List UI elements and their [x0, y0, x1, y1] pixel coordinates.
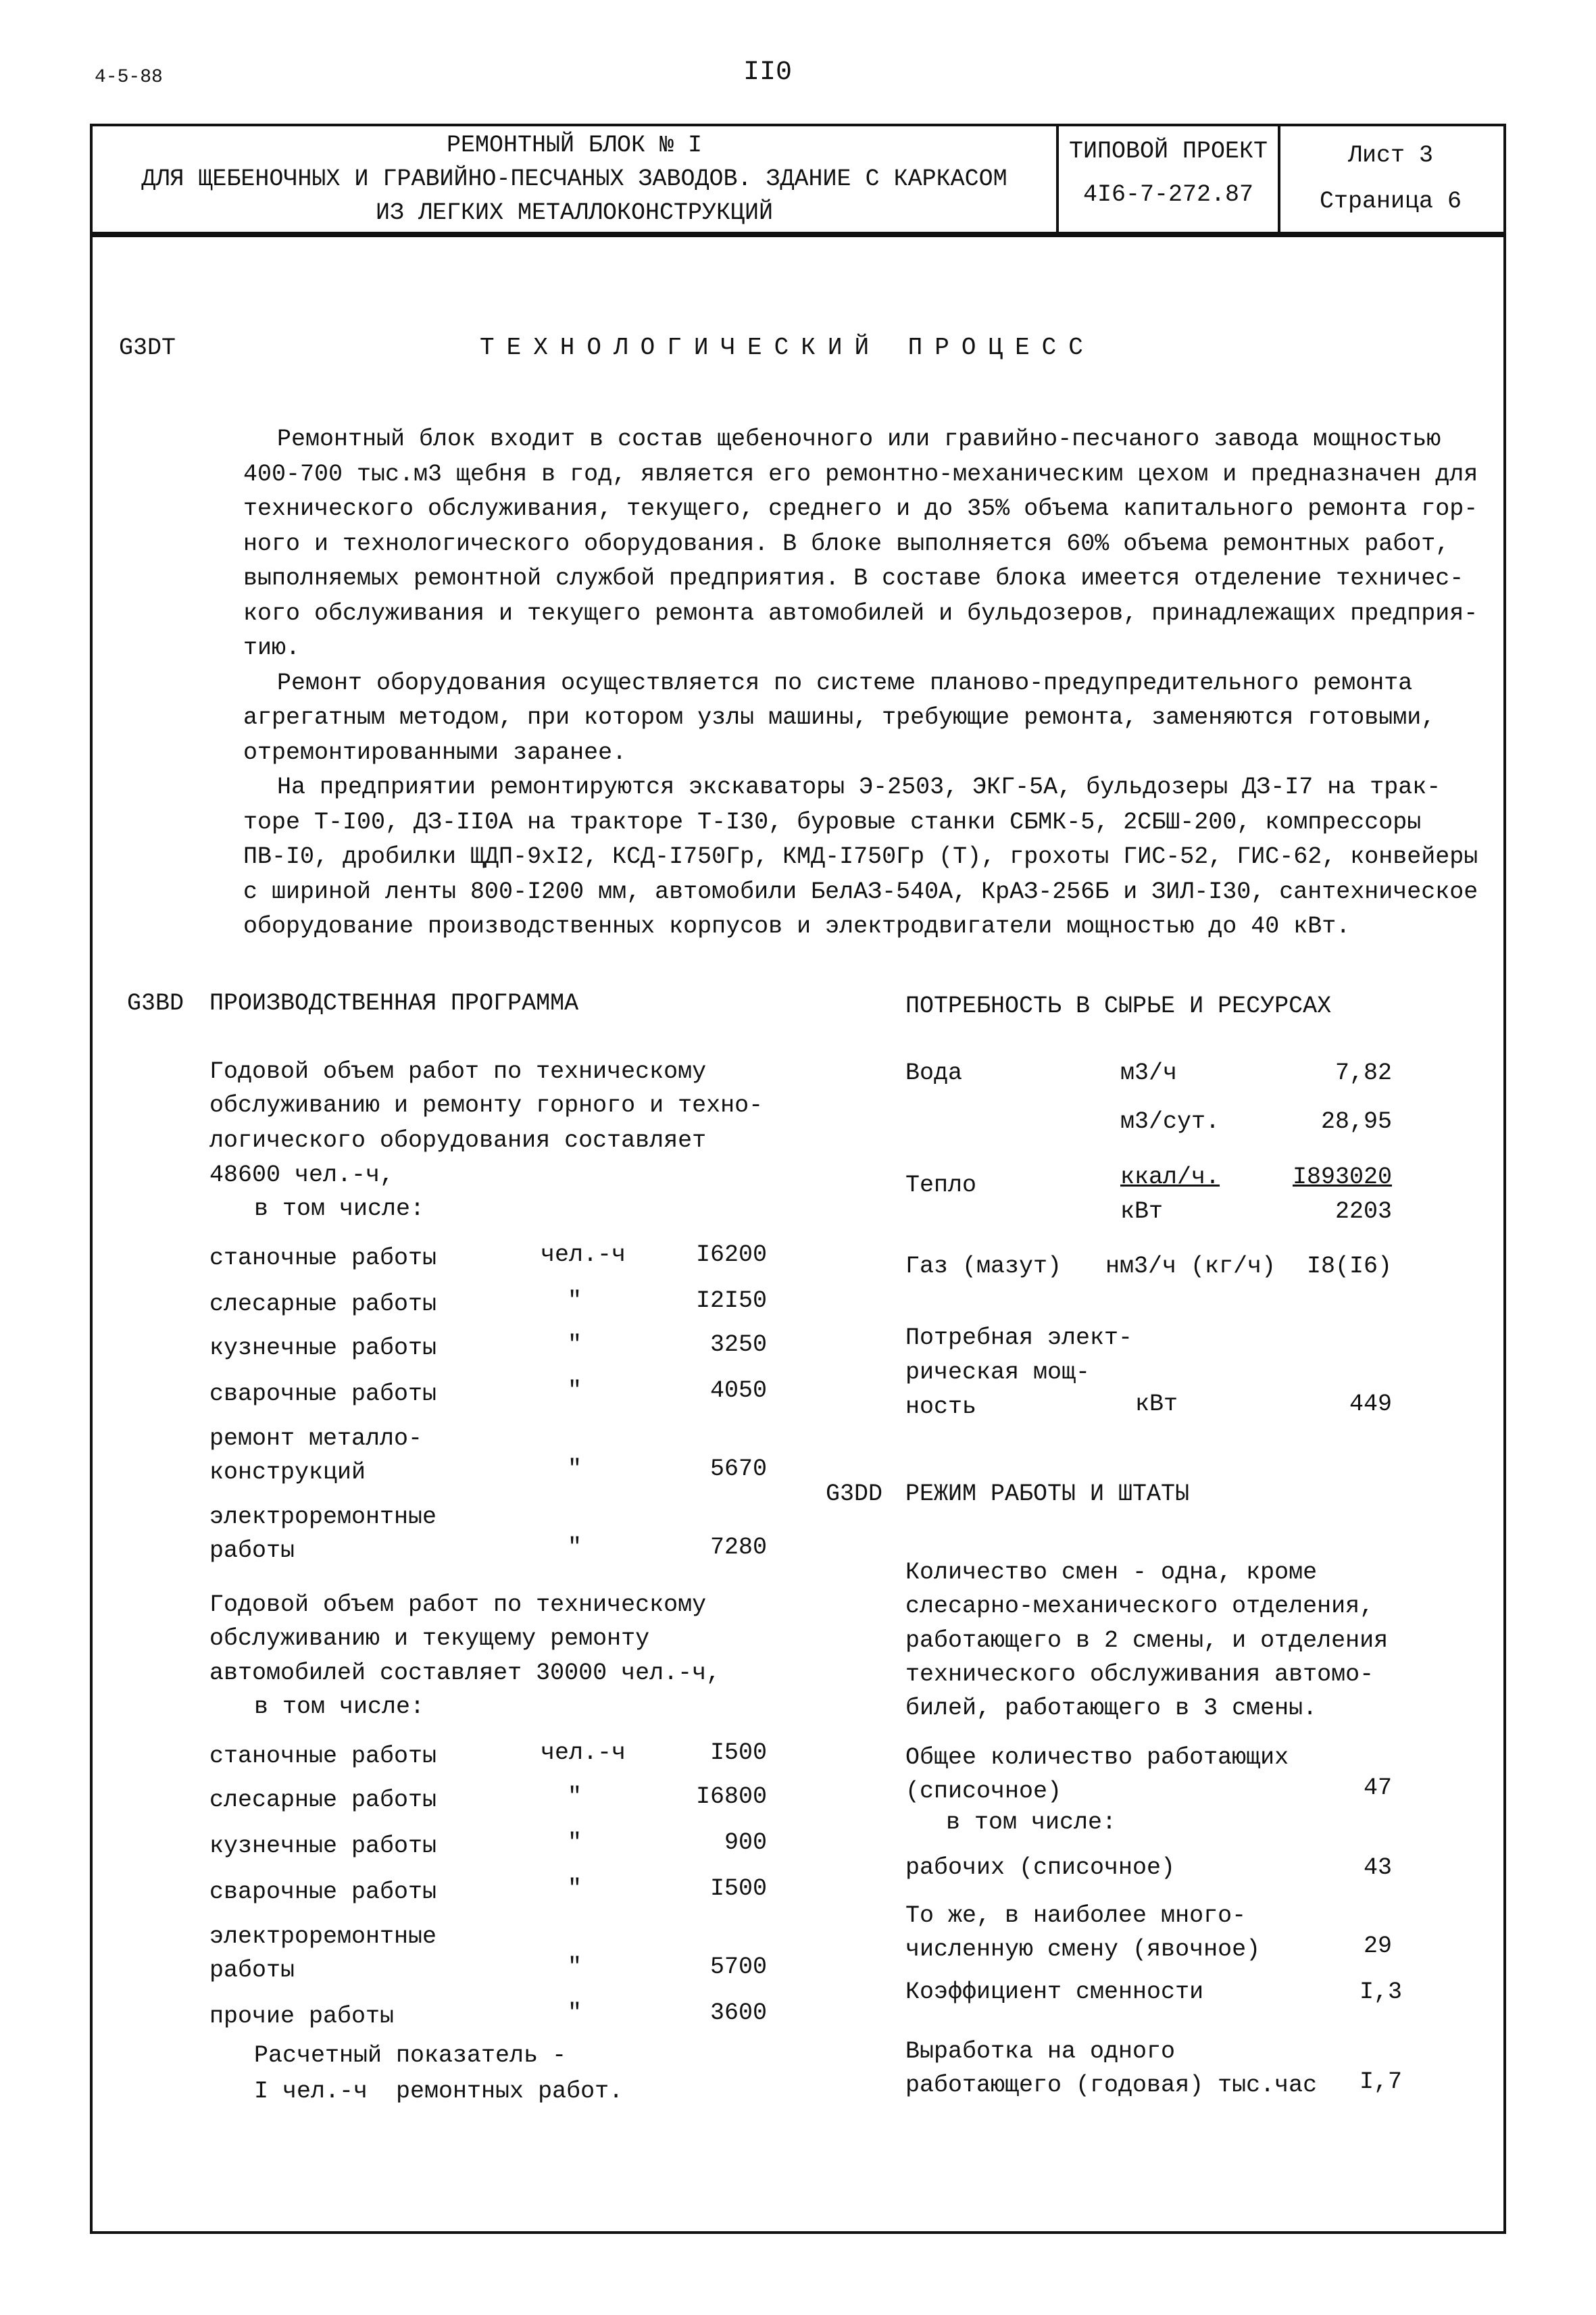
work-value: 3600	[709, 1999, 767, 2026]
water-value: 7,82	[1335, 1060, 1392, 1087]
document-code: 4-5-88	[95, 67, 163, 88]
work-label: электроремонтные работы	[209, 1503, 437, 1564]
work-unit: чел.-ч	[541, 1739, 626, 1766]
work-unit: чел.-ч	[541, 1241, 626, 1268]
text-line: тию.	[243, 634, 301, 662]
sheet-info	[1280, 132, 1501, 224]
work-value: 4050	[709, 1377, 767, 1404]
text-line: обслуживанию и текущему ремонту	[209, 1625, 650, 1652]
water-value: 28,95	[1320, 1108, 1392, 1135]
text-line: Ремонт оборудования осуществляется по системе планово-предупредительного ремонта	[277, 669, 1413, 697]
work-label: сварочные работы	[209, 1878, 437, 1906]
work-label: станочные работы	[209, 1743, 437, 1770]
section-code: G3DD	[826, 1480, 883, 1508]
page-label: Страница 6	[1319, 188, 1462, 215]
title-line: ИЗ ЛЕГКИХ МЕТАЛЛОКОНСТРУКЦИЙ	[375, 199, 774, 226]
text-line: 48600 чел.-ч,	[209, 1162, 395, 1189]
text-line: работающего в 2 смены, и отделения	[905, 1626, 1389, 1654]
max-shift-value: 29	[1363, 1933, 1392, 1960]
work-value: 900	[724, 1829, 767, 1856]
work-value: I6800	[695, 1783, 767, 1810]
text-line: в том числе:	[254, 1693, 425, 1720]
output-label: Выработка на одного работающего (годовая) тыс.час	[905, 2038, 1318, 2099]
incl-label: в том числе:	[946, 1809, 1117, 1836]
work-label: станочные работы	[209, 1245, 437, 1272]
work-unit: "	[568, 1999, 582, 2026]
gas-unit: нм3/ч (кг/ч)	[1105, 1253, 1276, 1280]
text-line: ного и технологического оборудования. В блоке выполняется 60% объема ремонтных работ,	[243, 530, 1450, 557]
sheet-number: Лист 3	[1347, 142, 1434, 169]
work-value: I500	[709, 1739, 767, 1766]
heat-label: Тепло	[905, 1172, 977, 1199]
work-label: слесарные работы	[209, 1291, 437, 1318]
coef-value: I,3	[1359, 1978, 1402, 2006]
text-line: обслуживанию и ремонту горного и техно-	[209, 1092, 764, 1119]
total-label: Общее количество работающих (списочное)	[905, 1744, 1289, 1805]
text-line: билей, работающего в 3 смены.	[905, 1695, 1318, 1722]
work-unit: "	[568, 1953, 582, 1981]
work-label: прочие работы	[209, 2003, 395, 2030]
text-line: в том числе:	[254, 1195, 425, 1222]
heat-unit: кВт	[1120, 1198, 1164, 1225]
section-title: ТЕХНОЛОГИЧЕСКИЙ ПРОЦЕСС	[480, 334, 1095, 362]
page-number: II0	[743, 57, 793, 88]
water-unit: м3/сут.	[1120, 1108, 1220, 1135]
output-value: I,7	[1359, 2068, 1402, 2095]
workers-value: 43	[1363, 1854, 1392, 1881]
text-line: логического оборудования составляет	[209, 1127, 707, 1154]
note-line: I чел.-ч ремонтных работ.	[254, 2078, 624, 2105]
work-value: 5700	[709, 1953, 767, 1981]
gas-value: I8(I6)	[1306, 1253, 1392, 1280]
text-line: оборудование производственных корпусов и электродвигатели мощностью до 40 кВт.	[243, 913, 1351, 940]
text-line: с шириной ленты 800-I200 мм, автомобили БелАЗ-540А, КрАЗ-256Б и ЗИЛ-I30, сантехническое	[243, 878, 1478, 905]
text-line: ПВ-I0, дробилки ЩДП-9хI2, КСД-I750Гр, КМД-I750Гр (Т), грохоты ГИС-52, ГИС-62, конвейеры	[243, 843, 1478, 870]
text-line: Годовой объем работ по техническому	[209, 1591, 707, 1618]
section-title: ПОТРЕБНОСТЬ В СЫРЬЕ И РЕСУРСАХ	[905, 993, 1332, 1020]
text-line: слесарно-механического отделения,	[905, 1593, 1374, 1620]
work-unit: "	[568, 1534, 582, 1561]
work-label: кузнечные работы	[209, 1335, 437, 1362]
text-line: 400-700 тыс.м3 щебня в год, является его ремонтно-механическим цехом и предназначен для	[243, 460, 1478, 488]
power-value: 449	[1349, 1391, 1392, 1418]
work-unit: "	[568, 1455, 582, 1483]
work-unit: "	[568, 1875, 582, 1902]
work-label: сварочные работы	[209, 1380, 437, 1408]
work-unit: "	[568, 1783, 582, 1810]
project-number: 4I6-7-272.87	[1082, 181, 1254, 208]
total-value: 47	[1363, 1774, 1392, 1801]
work-unit: "	[568, 1377, 582, 1404]
section-code: G3DT	[119, 334, 176, 362]
text-line: На предприятии ремонтируются экскаваторы Э-2503, ЭКГ-5А, бульдозеры ДЗ-I7 на трак-	[277, 774, 1441, 801]
text-line: технического обслуживания, текущего, среднего и до 35% объема капитального ремонта гор-	[243, 495, 1478, 522]
work-value: I6200	[695, 1241, 767, 1268]
section-title: РЕЖИМ РАБОТЫ И ШТАТЫ	[905, 1480, 1190, 1508]
work-unit: "	[568, 1829, 582, 1856]
workers-label: рабочих (списочное)	[905, 1854, 1176, 1881]
work-label: кузнечные работы	[209, 1833, 437, 1860]
text-line: кого обслуживания и текущего ремонта автомобилей и бульдозеров, принадлежащих предприя-	[243, 599, 1478, 627]
work-value: I2I50	[695, 1287, 767, 1314]
power-label: Потребная элект- рическая мощ- ность	[905, 1324, 1133, 1420]
heat-value: 2203	[1335, 1198, 1392, 1225]
heat-value: I893020	[1292, 1164, 1392, 1191]
section-code: G3BD	[127, 990, 184, 1017]
document-title	[93, 128, 1056, 230]
project-info	[1059, 130, 1278, 216]
project-label: ТИПОВОЙ ПРОЕКТ	[1068, 138, 1268, 165]
work-unit: "	[568, 1287, 582, 1314]
work-label: электроремонтные работы	[209, 1923, 437, 1984]
text-line: Ремонтный блок входит в состав щебеночного или гравийно-песчаного завода мощностью	[277, 426, 1441, 453]
work-value: 7280	[709, 1534, 767, 1561]
work-label: ремонт металло- конструкций	[209, 1425, 423, 1486]
text-line: торе Т-I00, ДЗ-II0А на тракторе Т-I30, буровые станки СБМК-5, 2СБШ-200, компрессоры	[243, 808, 1422, 836]
heat-unit: ккал/ч.	[1120, 1164, 1220, 1191]
water-label: Вода	[905, 1060, 963, 1087]
work-label: слесарные работы	[209, 1787, 437, 1814]
note-line: Расчетный показатель -	[254, 2042, 567, 2069]
work-value: I500	[709, 1875, 767, 1902]
text-line: выполняемых ремонтной службой предприятия. В составе блока имеется отделение техничес-	[243, 565, 1464, 592]
text-line: технического обслуживания автомо-	[905, 1660, 1374, 1688]
text-line: автомобилей составляет 30000 чел.-ч,	[209, 1660, 721, 1687]
section-title: ПРОИЗВОДСТВЕННАЯ ПРОГРАММА	[209, 990, 579, 1017]
text-line: Количество смен - одна, кроме	[905, 1559, 1318, 1586]
title-line: РЕМОНТНЫЙ БЛОК № I	[446, 132, 703, 159]
max-shift-label: То же, в наиболее много- численную смену (явочное)	[905, 1902, 1261, 1963]
work-unit: "	[568, 1331, 582, 1358]
coef-label: Коэффициент сменности	[905, 1978, 1204, 2006]
power-unit: кВт	[1135, 1391, 1178, 1418]
work-value: 3250	[709, 1331, 767, 1358]
work-value: 5670	[709, 1455, 767, 1483]
water-unit: м3/ч	[1120, 1060, 1178, 1087]
text-line: агрегатным методом, при котором узлы машины, требующие ремонта, заменяются готовыми,	[243, 704, 1436, 731]
title-line: ДЛЯ ЩЕБЕНОЧНЫХ И ГРАВИЙНО-ПЕСЧАНЫХ ЗАВОДОВ. ЗДАНИЕ С КАРКАСОМ	[141, 166, 1007, 193]
text-line: Годовой объем работ по техническому	[209, 1058, 707, 1085]
text-line: отремонтированными заранее.	[243, 739, 627, 766]
gas-label: Газ (мазут)	[905, 1253, 1062, 1280]
